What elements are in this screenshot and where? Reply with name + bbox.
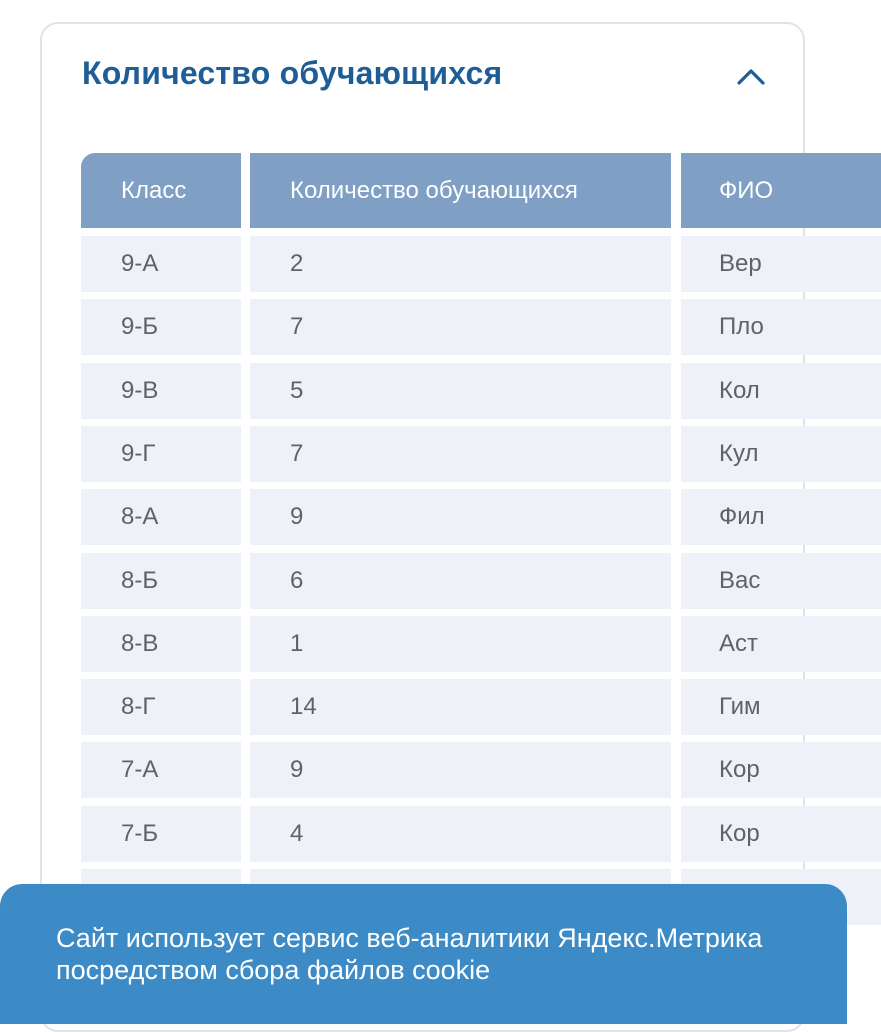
collapse-toggle-button[interactable] [733, 60, 769, 92]
class-cell: 8-А [81, 489, 241, 545]
count-cell: 7 [250, 299, 671, 355]
class-cell: 9-Б [81, 299, 241, 355]
count-cell: 4 [250, 806, 671, 862]
column-header-count: Количество обучающихся [250, 153, 671, 228]
fio-cell: Кор [681, 742, 881, 798]
count-cell: 2 [250, 236, 671, 292]
count-cell: 9 [250, 489, 671, 545]
fio-cell: Аст [681, 616, 881, 672]
class-cell: 9-В [81, 363, 241, 419]
count-cell: 6 [250, 553, 671, 609]
class-cell: 7-Б [81, 806, 241, 862]
count-cell: 1 [250, 616, 671, 672]
class-cell: 8-Г [81, 679, 241, 735]
cookie-banner [0, 884, 847, 1024]
chevron-up-icon [736, 66, 766, 86]
cookie-banner-text: Сайт использует сервис веб-аналитики Яндекс.Метрика посредством сбора файлов cookie [56, 923, 763, 985]
fio-cell: Вас [681, 553, 881, 609]
fio-cell: Кор [681, 806, 881, 862]
fio-cell: Вер [681, 236, 881, 292]
count-cell: 5 [250, 363, 671, 419]
class-cell: 8-В [81, 616, 241, 672]
count-cell: 7 [250, 426, 671, 482]
card-title: Количество обучающихся [82, 55, 503, 91]
count-cell: 9 [250, 742, 671, 798]
fio-cell: Гим [681, 679, 881, 735]
count-cell: 14 [250, 679, 671, 735]
fio-cell: Кол [681, 363, 881, 419]
students-table[interactable] [81, 153, 774, 893]
fio-cell: Пло [681, 299, 881, 355]
column-header-fio: ФИО [681, 153, 881, 228]
fio-cell: Фил [681, 489, 881, 545]
class-cell: 8-Б [81, 553, 241, 609]
fio-cell: Кул [681, 426, 881, 482]
class-cell: 9-А [81, 236, 241, 292]
column-header-class: Класс [81, 153, 241, 228]
class-cell: 7-А [81, 742, 241, 798]
class-cell: 9-Г [81, 426, 241, 482]
